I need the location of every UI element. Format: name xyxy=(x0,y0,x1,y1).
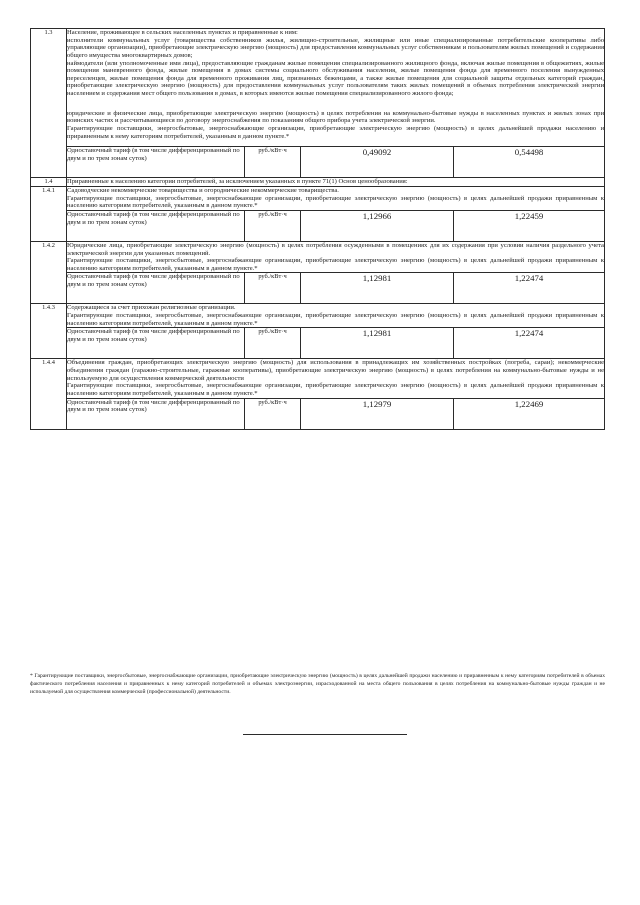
end-rule xyxy=(243,734,407,735)
tariff-label: Одноставочный тариф (в том числе дифференцированный по двум и по трем зонам суток) xyxy=(67,398,245,429)
paragraph: исполнители коммунальных услуг (товарищества собственников жилья, жилищно-строительные, жилищные или иные специализированные потребительские кооперативы либо управляющие организации), приобретающие электрическую энергию (мощность) для предоставления коммунальных услуг собственникам и пользователям жилых помещений и содержания общего имущества многоквартирных домов; xyxy=(67,36,604,59)
tariff-value-1: 0,49092 xyxy=(301,147,454,178)
row-number: 1.3 xyxy=(31,29,67,178)
tariff-label: Одноставочный тариф (в том числе дифференцированный по двум и по трем зонам суток) xyxy=(67,210,245,241)
row-number: 1.4.3 xyxy=(31,304,67,359)
paragraph: Гарантирующие поставщики, энергосбытовые, энергоснабжающие организации, приобретающие электрическую энергию (мощность) в целях дальнейшей продажи населению и приравненным к нему категориям потребителей, указанным в данном пункте.* xyxy=(67,125,604,140)
tariff-row xyxy=(31,147,605,178)
paragraph: Гарантирующие поставщики, энергосбытовые, энергоснабжающие организации, приобретающие электрическую энергию (мощность) в целях дальнейшей продажи приравненным к населению категориям потребителей, указанным в данном пункте.* xyxy=(67,312,604,327)
table-row-1-4 xyxy=(31,178,605,187)
section-description xyxy=(67,186,605,210)
paragraph: Содержащиеся за счет прихожан религиозные организации. xyxy=(67,304,236,312)
tariff-label: Одноставочный тариф (в том числе дифференцированный по двум и по трем зонам суток) xyxy=(67,273,245,304)
table-row-1-4-1 xyxy=(31,186,605,210)
unit-label: руб./кВт·ч xyxy=(245,147,301,178)
table-row-1-4-3 xyxy=(31,304,605,328)
section-description xyxy=(67,359,605,398)
row-number: 1.4.4 xyxy=(31,359,67,429)
table-row-1-4-4 xyxy=(31,359,605,398)
tariff-value-2: 1,22469 xyxy=(454,398,605,429)
footnote: * Гарантирующие поставщики, энергосбытовые, энергоснабжающие организации, приобретающие электрическую энергию (мощность) в целях дальнейшей продажи населению и приравненным к нему категориям потребителей в объемах фактического потребления населения и приравненных к нему категорий потребителей и объемах электроэнергии, израсходованной на места общего пользования в целях потребления на коммунально-бытовые нужды граждан и не используемой для осуществления коммерческой (профессиональной) деятельности. xyxy=(30,673,605,695)
tariff-value-2: 1,22474 xyxy=(454,273,605,304)
tariff-label: Одноставочный тариф (в том числе дифференцированный по двум и по трем зонам суток) xyxy=(67,147,245,178)
paragraph: Юридические лица, приобретающие электрическую энергию (мощность) в целях потребления осужденными в помещениях для их содержания при условии наличия раздельного учета электрической энергии для указанных помещений. xyxy=(67,241,604,257)
tariff-label: Одноставочный тариф (в том числе дифференцированный по двум и по трем зонам суток) xyxy=(67,328,245,359)
paragraph: наймодатели (или уполномоченные ими лица), предоставляющие гражданам жилые помещения специализированного жилищного фонда, включая жилые помещения в общежитиях, жилые помещения маневренного фонда, жилые помещения в домах системы социального обслуживания населения, жилые помещения фонда для временного поселения вынужденных переселенцев, жилые помещения фонда для временного проживания лиц, признанных беженцами, а также жилые помещения для социальной защиты отдельных категорий граждан, приобретающие электрическую энергию (мощность) для предоставления коммунальных услуг пользователям таких жилых помещений в объемах потребления электрической энергии населением и содержания мест общего пользования в домах, в которых имеются жилые помещения специализированного жилого фонда; xyxy=(67,59,604,98)
paragraph: Объединения граждан, приобретающих электрическую энергию (мощность) для использования в принадлежащих им хозяйственных постройках (погреба, сараи); некоммерческие объединения граждан (гаражно-строительные, гаражные кооперативы), приобретающие электрическую энергию (мощность) в целях потребления на коммунально-бытовые нужды и не используемую для осуществления коммерческой деятельности xyxy=(67,359,604,382)
paragraph: Гарантирующие поставщики, энергосбытовые, энергоснабжающие организации, приобретающие электрическую энергию (мощность) в целях дальнейшей продажи приравненным к населению категориям потребителей, указанным в данном пункте.* xyxy=(67,194,604,210)
paragraph: юридические и физические лица, приобретающие электрическую энергию (мощность) в целях потребления на коммунально-бытовые нужды в населенных пунктах и жилых зонах при воинских частях и рассчитывающиеся по договору энергоснабжения по показаниям общего прибора учета электрической энергии. xyxy=(67,109,604,125)
section-heading: Приравненные к населению категории потребителей, за исключением указанных в пункте 71(1) Основ ценообразования: xyxy=(67,178,605,187)
section-description xyxy=(67,241,605,273)
tariff-row xyxy=(31,210,605,241)
unit-label: руб./кВт·ч xyxy=(245,328,301,359)
row-number: 1.4.1 xyxy=(31,186,67,241)
row-number: 1.4 xyxy=(31,178,67,187)
tariff-value-2: 0,54498 xyxy=(454,147,605,178)
row-number: 1.4.2 xyxy=(31,241,67,304)
unit-label: руб./кВт·ч xyxy=(245,398,301,429)
tariff-value-1: 1,12979 xyxy=(301,398,454,429)
tariff-value-1: 1,12981 xyxy=(301,273,454,304)
section-heading: Население, проживающее в сельских населенных пунктах и приравненные к ним: xyxy=(67,29,298,36)
unit-label: руб./кВт·ч xyxy=(245,210,301,241)
tariff-row xyxy=(31,273,605,304)
tariff-value-1: 1,12981 xyxy=(301,328,454,359)
section-description xyxy=(67,304,605,328)
table-row-1-4-2 xyxy=(31,241,605,273)
paragraph: Садоводческие некоммерческие товарищества и огороднические некоммерческие товарищества. xyxy=(67,186,339,194)
section-description xyxy=(67,29,605,147)
tariff-value-1: 1,12966 xyxy=(301,210,454,241)
tariff-row xyxy=(31,398,605,429)
tariff-table xyxy=(30,28,605,430)
unit-label: руб./кВт·ч xyxy=(245,273,301,304)
tariff-row xyxy=(31,328,605,359)
tariff-value-2: 1,22459 xyxy=(454,210,605,241)
paragraph: Гарантирующие поставщики, энергосбытовые, энергоснабжающие организации, приобретающие электрическую энергию (мощность) в целях дальнейшей продажи приравненным к населению категориям потребителей, указанным в данном пункте.* xyxy=(67,382,604,397)
paragraph: Гарантирующие поставщики, энергосбытовые, энергоснабжающие организации, приобретающие электрическую энергию (мощность) в целях дальнейшей продажи приравненным к населению категориям потребителей, указанным в данном пункте.* xyxy=(67,257,604,272)
tariff-value-2: 1,22474 xyxy=(454,328,605,359)
table-row-1-3 xyxy=(31,29,605,147)
